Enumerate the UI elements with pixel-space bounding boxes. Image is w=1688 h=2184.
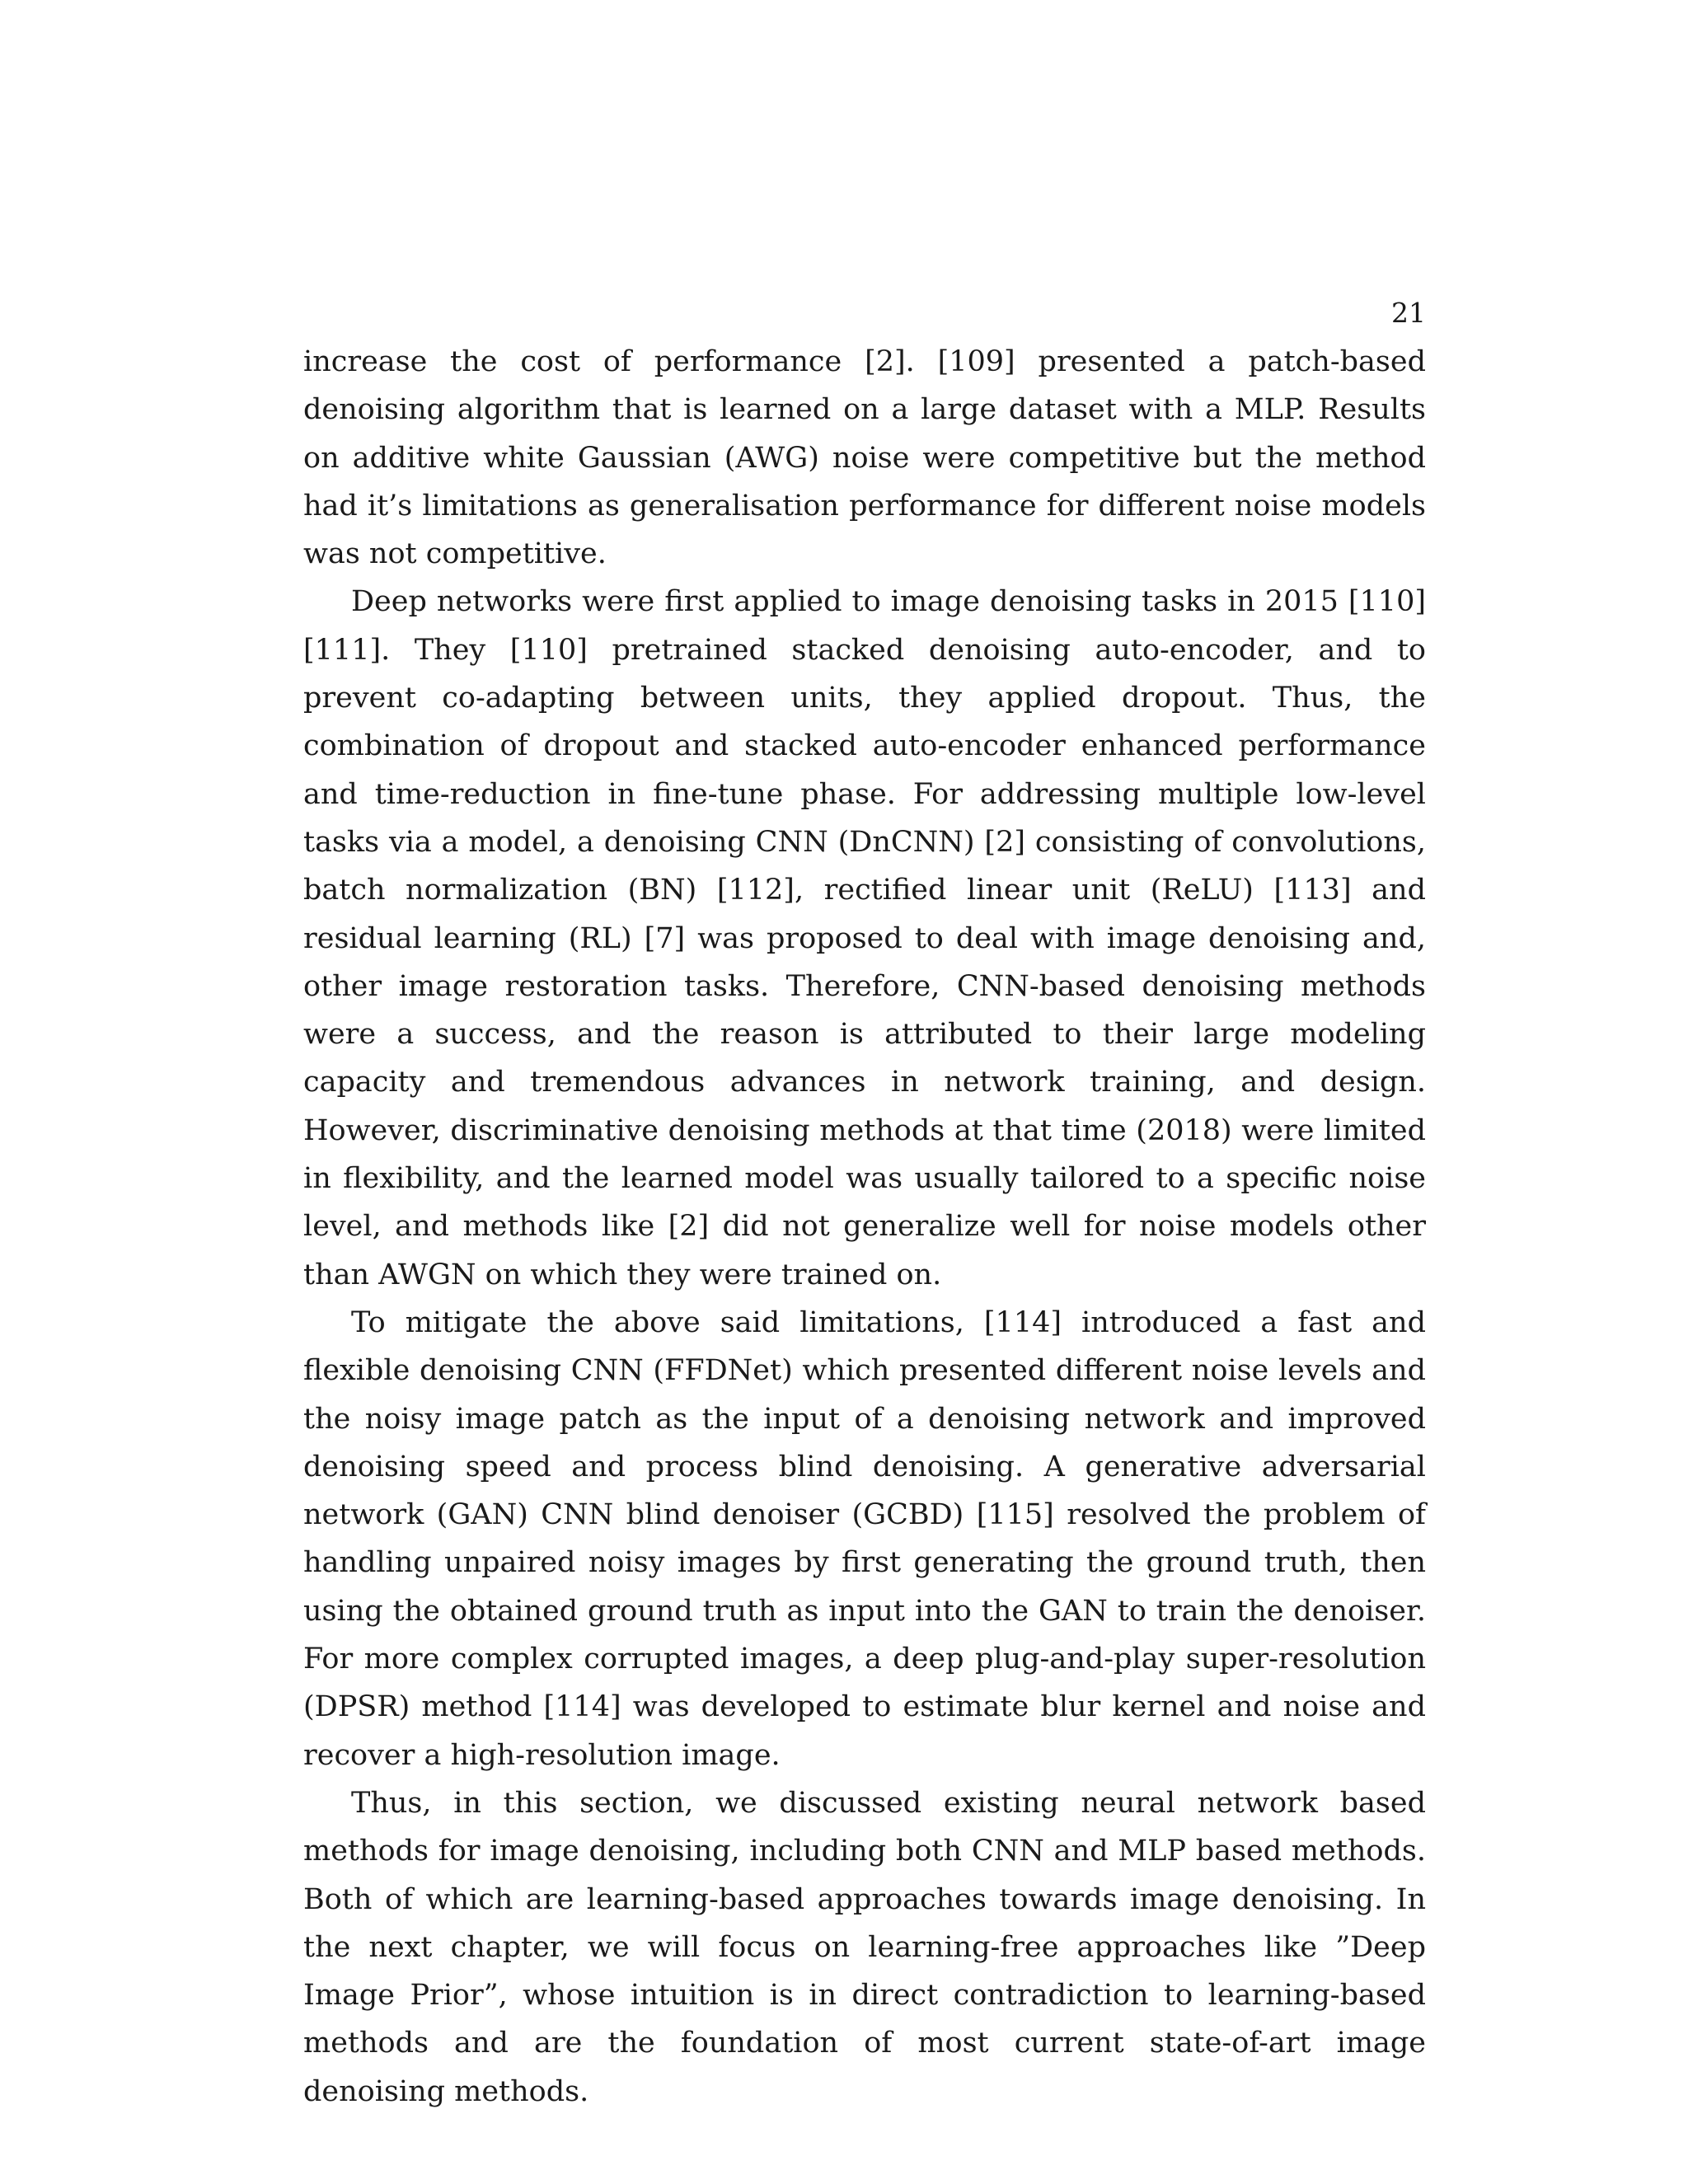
page-number: 21: [1391, 297, 1426, 329]
paragraph-section-summary: Thus, in this section, we discussed existing neural network based methods for image denoising, including both CNN and MLP based methods. Both of which are learning-based approaches towards image denoising. In the next chapter, we will focus on learning-free approaches like ”Deep Image Prior”, whose intuition is in direct contradiction to learning-based methods and are the foundation of most current state-of-art image denoising methods.: [303, 1786, 1426, 2108]
paragraph-deep-networks: Deep networks were first applied to image denoising tasks in 2015 [110][111]. They [110] pretrained stacked denoising auto-encoder, and to prevent co-adapting between units, they applied dropout. Thus, the combination of dropout and stacked auto-encoder enhanced performance and time-reduction in fine-tune phase. For addressing multiple low-level tasks via a model, a denoising CNN (DnCNN) [2] consisting of convolutions, batch normalization (BN) [112], rectified linear unit (ReLU) [113] and residual learning (RL) [7] was proposed to deal with image denoising and, other image restoration tasks. Therefore, CNN-based denoising methods were a success, and the reason is attributed to their large modeling capacity and tremendous advances in network training, and design. However, discriminative denoising methods at that time (2018) were limited in flexibility, and the learned model was usually tailored to a specific noise level, and methods like [2] did not generalize well for noise models other than AWGN on which they were trained on.: [303, 585, 1426, 1291]
paragraph-continued: increase the cost of performance [2]. [109] presented a patch-based denoising algorithm that is learned on a large dataset with a MLP. Results on additive white Gaussian (AWG) noise were competitive but the method had it’s limitations as generalisation performance for different noise models was not competitive.: [303, 345, 1426, 571]
body-text: [303, 338, 1426, 2116]
paragraph-mitigate-limitations: To mitigate the above said limitations, [114] introduced a fast and flexible denoising CNN (FFDNet) which presented different noise levels and the noisy image patch as the input of a denoising network and improved denoising speed and process blind denoising. A generative adversarial network (GAN) CNN blind denoiser (GCBD) [115] resolved the problem of handling unpaired noisy images by first generating the ground truth, then using the obtained ground truth as input into the GAN to train the denoiser. For more complex corrupted images, a deep plug-and-play super-resolution (DPSR) method [114] was developed to estimate blur kernel and noise and recover a high-resolution image.: [303, 1305, 1426, 1772]
